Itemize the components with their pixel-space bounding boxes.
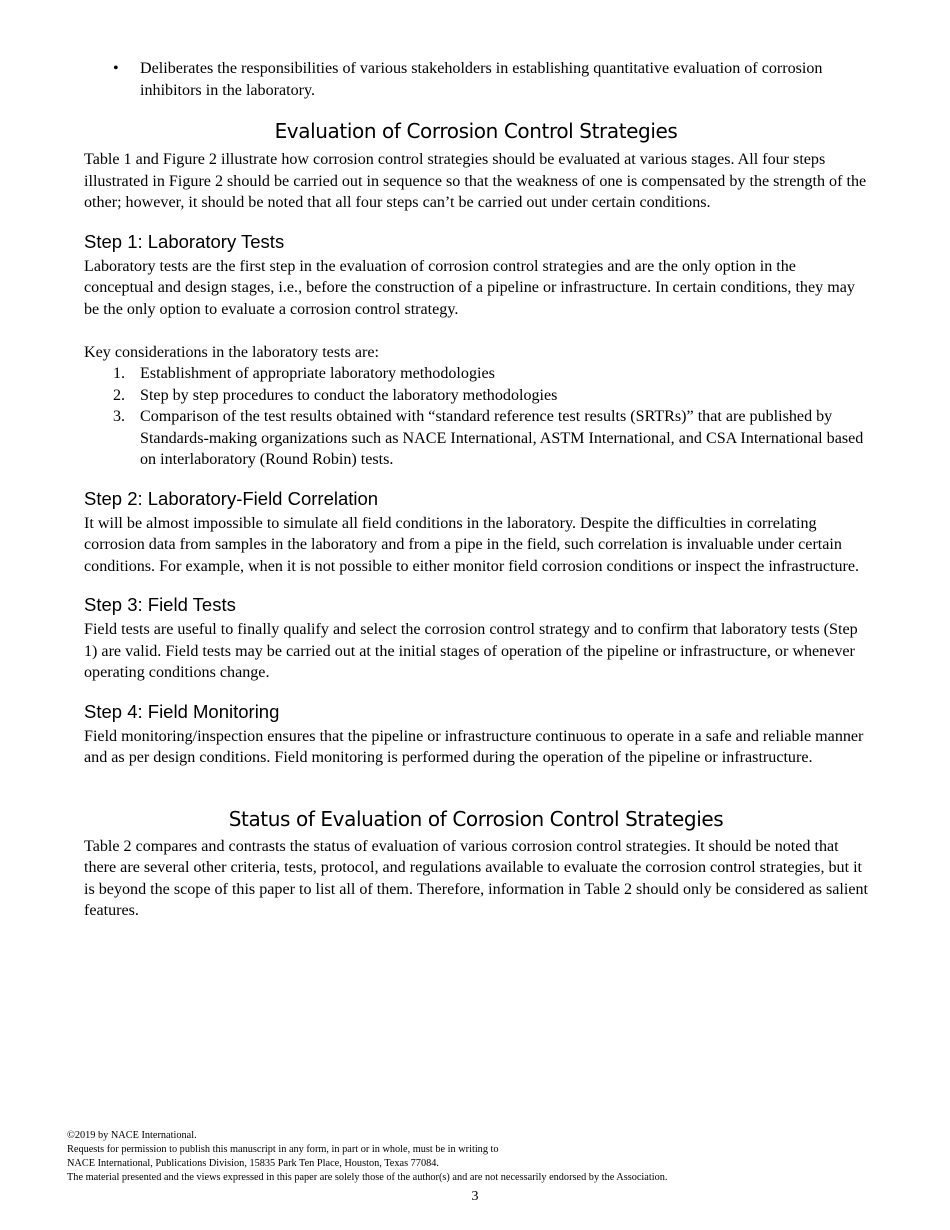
bullet-icon: • (113, 60, 119, 77)
copyright-footer (67, 1129, 887, 1185)
step2-paragraph: It will be almost impossible to simulate all field conditions in the laboratory. Despite the difficulties in correlating corrosion data from samples in the laboratory and from a pipe in the field, such correlation is invaluable under certain conditions. For example, when it is not possible to either monitor field corrosion conditions or inspect the infrastructure. (84, 514, 860, 575)
step1-paragraph: Laboratory tests are the first step in the evaluation of corrosion control strategies and are the only option in the conceptual and design stages, i.e., before the construction of a pipeline or infrastructure. In certain conditions, they may be the only option to evaluate a corrosion control strategy. (84, 257, 855, 318)
paper-page (84, 58, 868, 922)
section-title-status: Status of Evaluation of Corrosion Control Strategies (228, 806, 724, 831)
list-item-text: Step by step procedures to conduct the laboratory methodologies (140, 386, 558, 404)
step2-heading: Step 2: Laboratory-Field Correlation (84, 487, 379, 509)
status-paragraph: Table 2 compares and contrasts the status of evaluation of various corrosion control strategies. It should be noted that there are several other criteria, tests, protocol, and regulations available to evaluate the corrosion control strategies, but it is beyond the scope of this paper to list all of them. Therefore, information in Table 2 should only be considered as salient features. (84, 837, 869, 919)
footer-line: The material presented and the views expressed in this paper are solely those of the author(s) and are not necessarily endorsed by the Association. (67, 1172, 668, 1183)
list-item (84, 406, 868, 471)
list-item-number: 3. (113, 408, 126, 425)
list-item (84, 363, 868, 385)
intro-bullet-item (84, 58, 868, 101)
key-considerations-list (84, 363, 868, 471)
section-title-evaluation: Evaluation of Corrosion Control Strategies (274, 119, 678, 143)
step4-heading: Step 4: Field Monitoring (84, 700, 280, 722)
footer-line: NACE International, Publications Division, 15835 Park Ten Place, Houston, Texas 77084. (67, 1158, 439, 1169)
intro-bullet-text: Deliberates the responsibilities of various stakeholders in establishing quantitative evaluation of corrosion inhibitors in the laboratory. (140, 60, 823, 99)
list-item-number: 1. (113, 365, 126, 382)
step1-heading: Step 1: Laboratory Tests (84, 230, 285, 252)
list-item-number: 2. (113, 386, 126, 404)
footer-line: ©2019 by NACE International. (67, 1130, 197, 1141)
evaluation-paragraph: Table 1 and Figure 2 illustrate how corrosion control strategies should be evaluated at various stages. All four steps illustrated in Figure 2 should be carried out in sequence so that the weakness of one is compensated by the strength of the other; however, it should be noted that all four steps can’t be carried out under certain conditions. (84, 151, 867, 211)
step3-heading: Step 3: Field Tests (84, 594, 236, 615)
list-item-text: Establishment of appropriate laboratory methodologies (140, 365, 495, 382)
page-number: 3 (471, 1189, 479, 1204)
step4-paragraph: Field monitoring/inspection ensures that the pipeline or infrastructure continuous to operate in a safe and reliable manner and as per design conditions. Field monitoring is performed during the operation of the pipeline or infrastructure. (84, 727, 864, 766)
step3-paragraph: Field tests are useful to finally qualify and select the corrosion control strategy and to confirm that laboratory tests (Step 1) are valid. Field tests may be carried out at the initial stages of operation of the pipeline or infrastructure, or whenever operating conditions change. (84, 621, 858, 681)
footer-line: Requests for permission to publish this manuscript in any form, in part or in whole, must be in writing to (67, 1144, 499, 1155)
list-item-text: Comparison of the test results obtained with “standard reference test results (SRTRs)” that are published by Standards-making organizations such as NACE International, ASTM International, and CSA International based on interlaboratory (Round Robin) tests. (140, 408, 864, 468)
list-item (84, 385, 868, 407)
key-considerations-intro: Key considerations in the laboratory tests are: (84, 343, 379, 361)
